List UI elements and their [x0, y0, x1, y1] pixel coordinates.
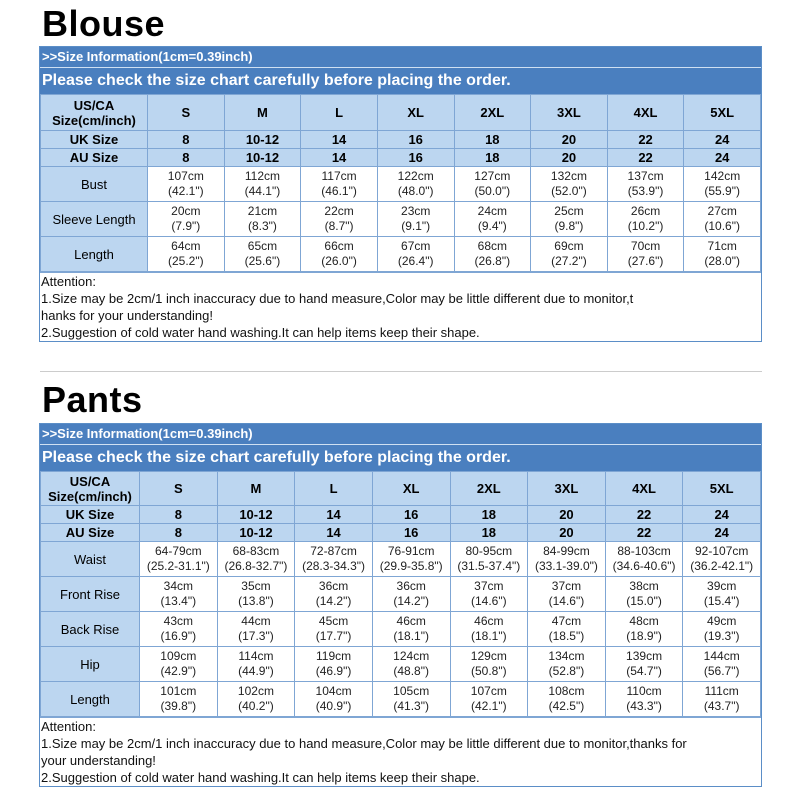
pants-attention: Attention: 1.Size may be 2cm/1 inch inaccuracy due to hand measure,Color may be little different due to monitor,thanks for your understanding! 2.Suggestion of cold water hand washing.It can help items keep their shape.	[40, 717, 761, 786]
size-3xl: 3XL	[531, 95, 608, 131]
size-l: L	[295, 472, 373, 506]
section-divider	[40, 371, 762, 372]
size-2xl: 2XL	[454, 95, 531, 131]
measure-row: Hip 109cm (42.9") 114cm (44.9") 119cm (46.9") 124cm (48.8") 129cm (50.8") 134cm (52.8") 139cm (54.7") 144cm (56.7")	[41, 647, 761, 682]
uk-size-row: UK Size 8 10-12 14 16 18 20 22 24	[41, 506, 761, 524]
size-5xl: 5XL	[684, 95, 761, 131]
blouse-notice: Please check the size chart carefully before placing the order.	[40, 68, 761, 94]
size-3xl: 3XL	[528, 472, 606, 506]
size-xl: XL	[377, 95, 454, 131]
blouse-title: Blouse	[42, 3, 166, 44]
row-label: Bust	[41, 167, 148, 202]
size-4xl: 4XL	[605, 472, 683, 506]
blouse-attention: Attention: 1.Size may be 2cm/1 inch inaccuracy due to hand measure,Color may be little different due to monitor,t hanks for your understanding! 2.Suggestion of cold water hand washing.It can help items keep their shape.	[40, 272, 761, 341]
size-5xl: 5XL	[683, 472, 761, 506]
pants-table	[40, 471, 761, 717]
pants-title: Pants	[42, 379, 143, 420]
corner-header: US/CA Size(cm/inch)	[41, 95, 148, 131]
row-label: Waist	[41, 542, 140, 577]
size-header-row	[41, 472, 761, 506]
corner-header: US/CA Size(cm/inch)	[41, 472, 140, 506]
row-label: Length	[41, 682, 140, 717]
row-label: Front Rise	[41, 577, 140, 612]
pants-size-info: >>Size Information(1cm=0.39inch)	[40, 424, 761, 445]
measure-row: Front Rise 34cm (13.4") 35cm (13.8") 36cm (14.2") 36cm (14.2") 37cm (14.6") 37cm (14.6") 38cm (15.0") 39cm (15.4")	[41, 577, 761, 612]
measure-row: Sleeve Length 20cm (7.9") 21cm (8.3") 22cm (8.7") 23cm (9.1") 24cm (9.4") 25cm (9.8") 26cm (10.2") 27cm (10.6")	[41, 202, 761, 237]
blouse-size-chart	[39, 46, 762, 342]
size-s: S	[148, 95, 225, 131]
measure-row: Back Rise 43cm (16.9") 44cm (17.3") 45cm (17.7") 46cm (18.1") 46cm (18.1") 47cm (18.5") 48cm (18.9") 49cm (19.3")	[41, 612, 761, 647]
pants-size-chart	[39, 423, 762, 787]
au-size-row: AU Size 8 10-12 14 16 18 20 22 24	[41, 524, 761, 542]
size-m: M	[217, 472, 295, 506]
row-label: Length	[41, 237, 148, 272]
size-4xl: 4XL	[607, 95, 684, 131]
size-l: L	[301, 95, 378, 131]
size-xl: XL	[372, 472, 450, 506]
row-label: Hip	[41, 647, 140, 682]
measure-row: Length 101cm (39.8") 102cm (40.2") 104cm (40.9") 105cm (41.3") 107cm (42.1") 108cm (42.5") 110cm (43.3") 111cm (43.7")	[41, 682, 761, 717]
size-2xl: 2XL	[450, 472, 528, 506]
row-label: Back Rise	[41, 612, 140, 647]
blouse-size-info: >>Size Information(1cm=0.39inch)	[40, 47, 761, 68]
measure-row: Length 64cm (25.2") 65cm (25.6") 66cm (26.0") 67cm (26.4") 68cm (26.8") 69cm (27.2") 70cm (27.6") 71cm (28.0")	[41, 237, 761, 272]
blouse-table	[40, 94, 761, 272]
size-m: M	[224, 95, 301, 131]
row-label: Sleeve Length	[41, 202, 148, 237]
measure-row: Bust 107cm (42.1") 112cm (44.1") 117cm (46.1") 122cm (48.0") 127cm (50.0") 132cm (52.0") 137cm (53.9") 142cm (55.9")	[41, 167, 761, 202]
uk-size-row: UK Size 8 10-12 14 16 18 20 22 24	[41, 131, 761, 149]
size-header-row	[41, 95, 761, 131]
measure-row: Waist 64-79cm (25.2-31.1") 68-83cm (26.8-32.7") 72-87cm (28.3-34.3") 76-91cm (29.9-35.8") 80-95cm (31.5-37.4") 84-99cm (33.1-39.0") 88-103cm (34.6-40.6") 92-107cm (36.2-42.1")	[41, 542, 761, 577]
au-size-row: AU Size 8 10-12 14 16 18 20 22 24	[41, 149, 761, 167]
pants-notice: Please check the size chart carefully before placing the order.	[40, 445, 761, 471]
size-s: S	[140, 472, 218, 506]
